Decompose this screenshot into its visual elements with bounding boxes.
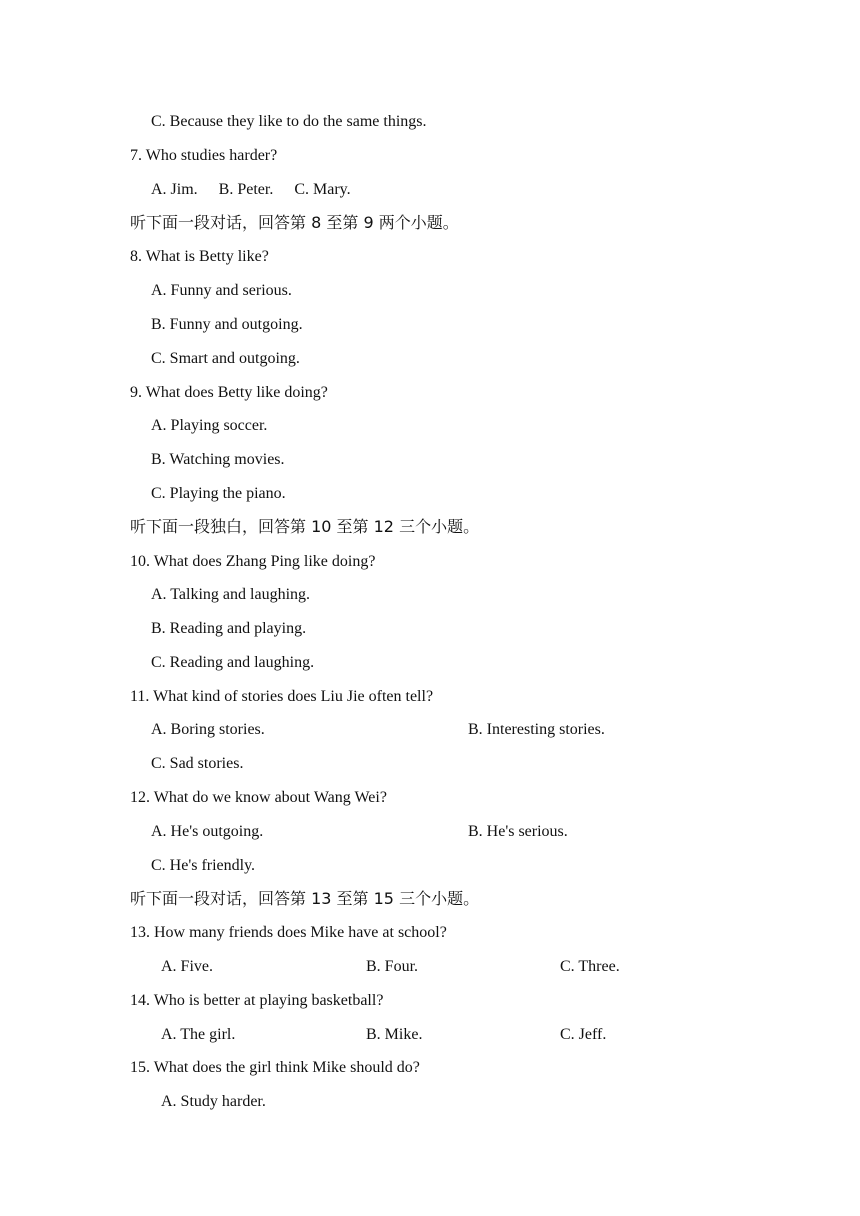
q9-question: 9. What does Betty like doing?	[130, 384, 328, 401]
q8-option-b: B. Funny and outgoing.	[151, 316, 303, 333]
section-heading-10-12: 听下面一段独白，回答第 10 至第 12 三个小题。	[130, 517, 480, 536]
q15-question: 15. What does the girl think Mike should do?	[130, 1059, 420, 1076]
q7-option-a: A. Jim.	[151, 181, 198, 198]
q10-option-b: B. Reading and playing.	[151, 620, 307, 637]
q7-option-c: C. Mary.	[294, 181, 351, 198]
q7-question: 7. Who studies harder?	[130, 147, 278, 164]
q9-option-a: A. Playing soccer.	[151, 417, 268, 434]
q12-option-c: C. He's friendly.	[151, 857, 256, 874]
q14-option-a: A. The girl.	[161, 1026, 236, 1043]
q11-option-b: B. Interesting stories.	[468, 721, 605, 738]
q11-option-c: C. Sad stories.	[151, 755, 244, 772]
q12-option-a: A. He's outgoing.	[151, 823, 264, 840]
q13-option-a: A. Five.	[161, 958, 213, 975]
q11-option-a: A. Boring stories.	[151, 721, 265, 738]
q10-option-a: A. Talking and laughing.	[151, 586, 311, 603]
q6-option-c: C. Because they like to do the same things.	[151, 113, 427, 130]
q14-option-b: B. Mike.	[366, 1026, 423, 1043]
q15-option-a: A. Study harder.	[161, 1093, 266, 1110]
q9-option-c: C. Playing the piano.	[151, 485, 286, 502]
q10-question: 10. What does Zhang Ping like doing?	[130, 553, 376, 570]
q14-question: 14. Who is better at playing basketball?	[130, 992, 384, 1009]
section-heading-8-9: 听下面一段对话，回答第 8 至第 9 两个小题。	[130, 213, 459, 232]
q11-question: 11. What kind of stories does Liu Jie often tell?	[130, 688, 434, 705]
q7-option-b: B. Peter.	[218, 181, 274, 198]
q8-question: 8. What is Betty like?	[130, 248, 269, 265]
section-heading-13-15: 听下面一段对话，回答第 13 至第 15 三个小题。	[130, 889, 480, 908]
q8-option-a: A. Funny and serious.	[151, 282, 292, 299]
q7-options	[151, 180, 351, 200]
q14-option-c: C. Jeff.	[560, 1026, 607, 1043]
q12-question: 12. What do we know about Wang Wei?	[130, 789, 387, 806]
q13-option-c: C. Three.	[560, 958, 620, 975]
q13-question: 13. How many friends does Mike have at school?	[130, 924, 447, 941]
q12-option-b: B. He's serious.	[468, 823, 568, 840]
q13-option-b: B. Four.	[366, 958, 419, 975]
q9-option-b: B. Watching movies.	[151, 451, 285, 468]
q10-option-c: C. Reading and laughing.	[151, 654, 315, 671]
q8-option-c: C. Smart and outgoing.	[151, 350, 300, 367]
